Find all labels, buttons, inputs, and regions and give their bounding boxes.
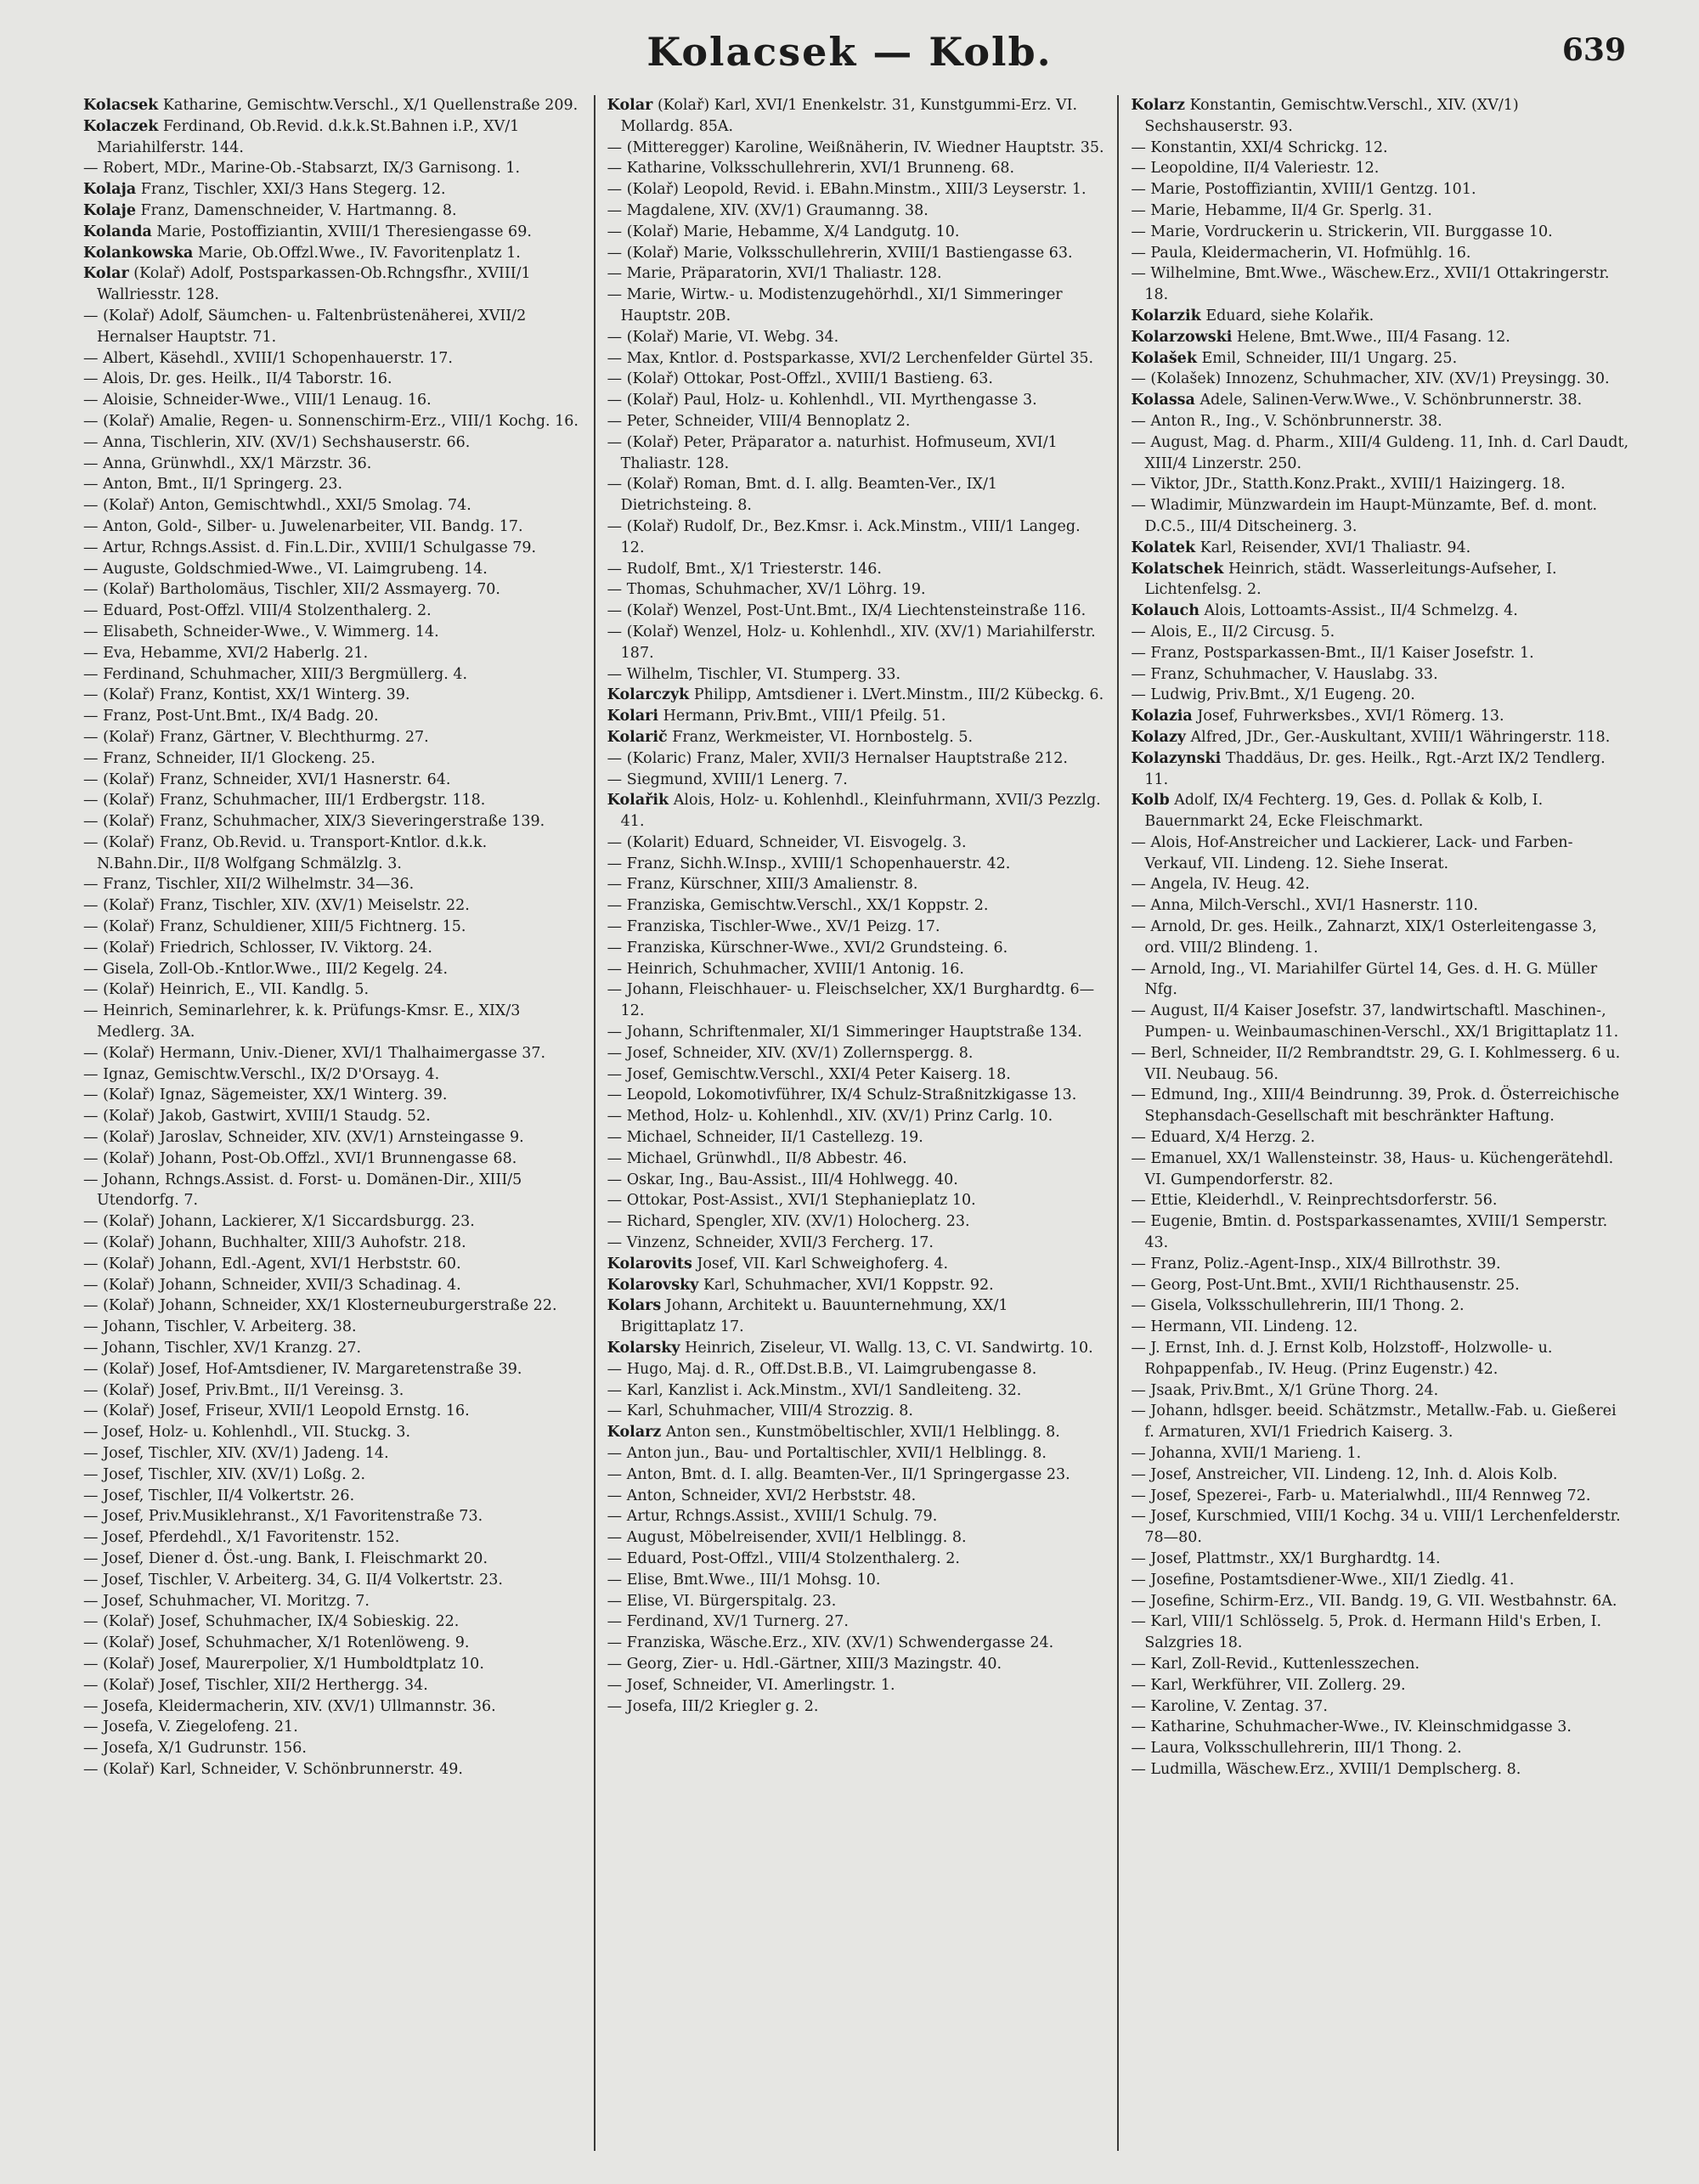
directory-entry: — Karl, Schuhmacher, VIII/4 Strozzig. 8. [607,1402,913,1420]
directory-entry: — Marie, Präparatorin, XVI/1 Thaliastr. 128. [607,265,942,283]
directory-entry: — (Kolař) Amalie, Regen- u. Sonnenschirm-Erz., VIII/1 Kochg. 16. [83,412,579,430]
directory-entry: — Michael, Schneider, II/1 Castellezg. 19. [607,1129,923,1147]
directory-entry: — Johann, Rchngs.Assist. d. Forst- u. Domänen-Dir., XIII/5 Utendorfg. 7. [83,1171,522,1210]
directory-entry: — Laura, Volksschullehrerin, III/1 Thong. 2. [1131,1740,1462,1758]
directory-entry: — Franziska, Gemischtw.Verschl., XX/1 Koppstr. 2. [607,897,989,915]
directory-entry: — Artur, Rchngs.Assist., XVIII/1 Schulg. 79. [607,1508,938,1526]
directory-entry: — Josef, Schneider, VI. Amerlingstr. 1. [607,1676,895,1694]
directory-entry: — (Kolaric) Franz, Maler, XVII/3 Hernalser Hauptstraße 212. [607,749,1068,767]
directory-entry: — Berl, Schneider, II/2 Rembrandtstr. 29, G. I. Kohlmesserg. 6 u. VII. Neubaug. 56. [1131,1044,1621,1083]
directory-entry: — (Kolař) Johann, Post-Ob.Offzl., XVI/1 Brunnengasse 68. [83,1149,517,1167]
directory-entry: — Franziska, Tischler-Wwe., XV/1 Peizg. 17. [607,918,940,936]
directory-entry: — Franz, Kürschner, XIII/3 Amalienstr. 8. [607,876,918,894]
directory-entry: — Josef, Schneider, XIV. (XV/1) Zollernspergg. 8. [607,1044,974,1062]
directory-entry: — (Kolař) Leopold, Revid. i. EBahn.Minstm., XIII/3 Leyserstr. 1. [607,181,1087,199]
directory-entry: — (Kolař) Johann, Buchhalter, XIII/3 Auhofstr. 218. [83,1234,466,1252]
directory-entry: — August, Möbelreisender, XVII/1 Helblingg. 8. [607,1529,967,1547]
directory-entry: — (Kolař) Paul, Holz- u. Kohlenhdl., VII. Myrthengasse 3. [607,392,1037,409]
directory-entry: — (Kolař) Bartholomäus, Tischler, XII/2 Assmayerg. 70. [83,581,500,599]
directory-entry: Kolari Hermann, Priv.Bmt., VIII/1 Pfeilg. 51. [607,708,946,725]
directory-entry: — Johann, hdlsger. beeid. Schätzmstr., Metallw.-Fab. u. Gießerei f. Armaturen, XVI/1 Friedrich Kaiserg. 3. [1131,1402,1617,1442]
directory-entry: — (Kolař) Johann, Lackierer, X/1 Siccardsburgg. 23. [83,1213,475,1231]
directory-entry: — Artur, Rchngs.Assist. d. Fin.L.Dir., XVIII/1 Schulgasse 79. [83,539,537,556]
directory-entry: — Karl, Kanzlist i. Ack.Minstm., XVI/1 Sandleiteng. 32. [607,1381,1022,1399]
directory-entry: Kolarič Franz, Werkmeister, VI. Hornbostelg. 5. [607,728,974,746]
directory-entry: — (Kolašek) Innozenz, Schuhmacher, XIV. (XV/1) Preysingg. 30. [1131,370,1610,388]
directory-entry: — (Kolař) Josef, Tischler, XII/2 Herthergg. 34. [83,1676,428,1694]
directory-entry: — Peter, Schneider, VIII/4 Bennoplatz 2. [607,412,911,430]
directory-entry: — Franziska, Wäsche.Erz., XIV. (XV/1) Schwendergasse 24. [607,1634,1054,1652]
directory-entry: — Alois, Hof-Anstreicher und Lackierer, Lack- und Farben-Verkauf, VII. Lindeng. 12. Siehe Inserat. [1131,833,1573,872]
page-number: 639 [1561,32,1626,68]
directory-entry: — (Kolař) Wenzel, Post-Unt.Bmt., IX/4 Liechtensteinstraße 116. [607,602,1087,620]
directory-entry: — Ludwig, Priv.Bmt., X/1 Eugeng. 20. [1131,686,1415,704]
directory-entry: — (Kolař) Heinrich, E., VII. Kandlg. 5. [83,981,370,999]
directory-entry: — Anton jun., Bau- und Portaltischler, XVII/1 Helblingg. 8. [607,1445,1047,1462]
directory-entry: — Konstantin, XXI/4 Schrickg. 12. [1131,138,1388,156]
directory-entry: — (Kolař) Franz, Gärtner, V. Blechthurmg. 27. [83,728,429,746]
directory-entry: — Anna, Tischlerin, XIV. (XV/1) Sechshauserstr. 66. [83,433,471,451]
directory-entry: — Josefa, V. Ziegelofeng. 21. [83,1718,298,1736]
directory-entry: — Johann, Schriftenmaler, XI/1 Simmeringer Hauptstraße 134. [607,1024,1082,1041]
directory-entry: — Method, Holz- u. Kohlenhdl., XIV. (XV/1) Prinz Carlg. 10. [607,1108,1053,1126]
directory-entry: — Josef, Tischler, XIV. (XV/1) Loßg. 2. [83,1465,366,1483]
directory-entry: — (Kolař) Jaroslav, Schneider, XIV. (XV/1) Arnsteingasse 9. [83,1129,524,1147]
directory-entry: — (Kolař) Josef, Schuhmacher, X/1 Rotenlöweng. 9. [83,1634,470,1652]
directory-entry: — Magdalene, XIV. (XV/1) Graumanng. 38. [607,201,929,219]
directory-entry: — (Kolař) Adolf, Säumchen- u. Faltenbrüstenäherei, XVII/2 Hernalser Hauptstr. 71. [83,307,527,346]
directory-entry: — Johann, Tischler, V. Arbeiterg. 38. [83,1318,357,1336]
directory-entry: — Jsaak, Priv.Bmt., X/1 Grüne Thorg. 24. [1131,1381,1439,1399]
directory-entry: — Karl, Werkführer, VII. Zollerg. 29. [1131,1676,1406,1694]
directory-entry: — Josefa, III/2 Kriegler g. 2. [607,1697,819,1715]
directory-column-2 [594,95,1118,2151]
directory-entry: — Leopoldine, II/4 Valeriestr. 12. [1131,160,1380,178]
directory-entry: — (Kolař) Franz, Schuhmacher, XIX/3 Sieveringerstraße 139. [83,813,545,831]
directory-entry: Kolazia Josef, Fuhrwerksbes., XVI/1 Römerg. 13. [1131,708,1504,725]
directory-entry: — Georg, Zier- u. Hdl.-Gärtner, XIII/3 Mazingstr. 40. [607,1655,1002,1673]
directory-entry: — (Kolař) Anton, Gemischtwhdl., XXI/5 Smolag. 74. [83,497,471,515]
directory-entry: — Anton, Schneider, XVI/2 Herbststr. 48. [607,1487,917,1504]
directory-entry: — Josef, Gemischtw.Verschl., XXI/4 Peter Kaiserg. 18. [607,1065,1011,1083]
directory-entry: — (Kolař) Hermann, Univ.-Diener, XVI/1 Thalhaimergasse 37. [83,1044,546,1062]
directory-entry: — Johanna, XVII/1 Marieng. 1. [1131,1445,1362,1462]
directory-entry: — Josef, Pferdehdl., X/1 Favoritenstr. 152. [83,1529,400,1547]
directory-entry: — Josef, Diener d. Öst.-ung. Bank, I. Fleischmarkt 20. [83,1549,488,1567]
directory-entry: — Angela, IV. Heug. 42. [1131,876,1310,894]
directory-entry: — (Kolař) Rudolf, Dr., Bez.Kmsr. i. Ack.Minstm., VIII/1 Langeg. 12. [607,517,1081,556]
directory-entry: Kolařik Alois, Holz- u. Kohlenhdl., Kleinfuhrmann, XVII/3 Pezzlg. 41. [607,792,1101,831]
directory-entry: — (Kolař) Josef, Friseur, XVII/1 Leopold Ernstg. 16. [83,1402,470,1420]
directory-entry: — (Kolař) Wenzel, Holz- u. Kohlenhdl., XIV. (XV/1) Mariahilferstr. 187. [607,623,1096,662]
directory-entry: — Rudolf, Bmt., X/1 Triesterstr. 146. [607,560,882,578]
directory-entry: — Franziska, Kürschner-Wwe., XVI/2 Grundsteing. 6. [607,939,1008,957]
directory-entry: Kolb Adolf, IX/4 Fechterg. 19, Ges. d. Pollak & Kolb, I. Bauernmarkt 24, Ecke Fleischmarkt. [1131,792,1544,831]
directory-entry: Kolar (Kolař) Karl, XVI/1 Enenkelstr. 31, Kunstgummi-Erz. VI. Mollardg. 85A. [607,97,1078,135]
directory-entry: — Anna, Grünwhdl., XX/1 Märzstr. 36. [83,454,372,472]
directory-entry: — Eduard, Post-Offzl. VIII/4 Stolzenthalerg. 2. [83,602,432,620]
directory-entry: — Josef, Spezerei-, Farb- u. Materialwhdl., III/4 Rennweg 72. [1131,1487,1591,1504]
directory-entry: Kolarzik Eduard, siehe Kolařik. [1131,307,1374,324]
directory-entry: Kolar (Kolař) Adolf, Postsparkassen-Ob.Rchngsfhr., XVIII/1 Wallriesstr. 128. [83,265,531,304]
directory-entry: — (Kolař) Josef, Priv.Bmt., II/1 Vereinsg. 3. [83,1381,404,1399]
directory-entry: Kolaje Franz, Damenschneider, V. Hartmanng. 8. [83,201,457,219]
directory-entry: — (Kolař) Marie, VI. Webg. 34. [607,328,839,346]
directory-entry: — Anton R., Ing., V. Schönbrunnerstr. 38. [1131,412,1442,430]
directory-entry: — Johann, Fleischhauer- u. Fleischselcher, XX/1 Burghardtg. 6—12. [607,981,1095,1020]
directory-entry: Kolarczyk Philipp, Amtsdiener i. LVert.Minstm., III/2 Kübeckg. 6. [607,686,1104,704]
directory-entry: Kolars Johann, Architekt u. Bauunternehmung, XX/1 Brigittaplatz 17. [607,1297,1008,1336]
directory-entry: — Wladimir, Münzwardein im Haupt-Münzamte, Bef. d. mont. D.C.5., III/4 Ditscheinerg. 3. [1131,497,1598,535]
directory-entry: — Josefa, Kleidermacherin, XIV. (XV/1) Ullmannstr. 36. [83,1697,496,1715]
directory-entry: — Richard, Spengler, XIV. (XV/1) Holocherg. 23. [607,1213,970,1231]
directory-entry: — (Kolař) Jakob, Gastwirt, XVIII/1 Staudg. 52. [83,1108,431,1126]
directory-entry: — Franz, Poliz.-Agent-Insp., XIX/4 Billrothstr. 39. [1131,1255,1501,1273]
directory-entry: — Marie, Postoffiziantin, XVIII/1 Gentzg. 101. [1131,181,1476,199]
directory-entry: — Viktor, JDr., Statth.Konz.Prakt., XVIII/1 Haizingerg. 18. [1131,476,1566,494]
directory-entry: — Anton, Bmt. d. I. allg. Beamten-Ver., II/1 Springergasse 23. [607,1465,1070,1483]
directory-entry: — (Kolař) Ignaz, Sägemeister, XX/1 Winterg. 39. [83,1086,448,1104]
directory-entry: — Ettie, Kleiderhdl., V. Reinprechtsdorferstr. 56. [1131,1192,1498,1210]
directory-entry: — (Kolař) Marie, Volksschullehrerin, XVIII/1 Bastiengasse 63. [607,244,1073,262]
directory-entry: — Johann, Tischler, XV/1 Kranzg. 27. [83,1340,362,1357]
directory-entry: — Karl, Zoll-Revid., Kuttenlesszechen. [1131,1655,1420,1673]
directory-entry: — Franz, Postsparkassen-Bmt., II/1 Kaiser Josefstr. 1. [1131,644,1534,662]
directory-entry: — (Kolař) Franz, Kontist, XX/1 Winterg. 39. [83,686,410,704]
directory-entry: — Leopold, Lokomotivführer, IX/4 Schulz-Straßnitzkigasse 13. [607,1086,1077,1104]
directory-entry: — (Kolař) Peter, Präparator a. naturhist. Hofmuseum, XVI/1 Thaliastr. 128. [607,433,1058,472]
directory-entry: — Georg, Post-Unt.Bmt., XVII/1 Richthausenstr. 25. [1131,1276,1520,1294]
directory-entry: — (Kolař) Roman, Bmt. d. I. allg. Beamten-Ver., IX/1 Dietrichsteing. 8. [607,476,998,515]
directory-entry: — (Kolař) Karl, Schneider, V. Schönbrunnerstr. 49. [83,1760,463,1778]
directory-entry: — Eugenie, Bmtin. d. Postsparkassenamtes, XVIII/1 Semperstr. 43. [1131,1213,1608,1252]
directory-entry: — Karoline, V. Zentag. 37. [1131,1697,1328,1715]
directory-entry: — (Mitteregger) Karoline, Weißnäherin, IV. Wiedner Hauptstr. 35. [607,138,1104,156]
directory-entry: — Eduard, Post-Offzl., VIII/4 Stolzenthalerg. 2. [607,1549,960,1567]
directory-entry: — Heinrich, Seminarlehrer, k. k. Prüfungs-Kmsr. E., XIX/3 Medlerg. 3A. [83,1002,521,1041]
directory-entry: — Eva, Hebamme, XVI/2 Haberlg. 21. [83,644,369,662]
directory-entry: — Franz, Schneider, II/1 Glockeng. 25. [83,749,375,767]
directory-entry: Kolazynski Thaddäus, Dr. ges. Heilk., Rgt.-Arzt IX/2 Tendlerg. 11. [1131,749,1606,788]
directory-entry: — Karl, VIII/1 Schlösselg. 5, Prok. d. Hermann Hild's Erben, I. Salzgries 18. [1131,1613,1602,1652]
directory-entry: — (Kolař) Johann, Schneider, XVII/3 Schadinag. 4. [83,1276,461,1294]
directory-entry: Kolarz Konstantin, Gemischtw.Verschl., XIV. (XV/1) Sechshauserstr. 93. [1131,97,1519,135]
directory-entry: — Elise, Bmt.Wwe., III/1 Mohsg. 10. [607,1571,881,1589]
directory-entry: — Thomas, Schuhmacher, XV/1 Löhrg. 19. [607,581,926,599]
directory-entry: — Gisela, Zoll-Ob.-Kntlor.Wwe., III/2 Kegelg. 24. [83,960,449,978]
directory-entry: Kolatek Karl, Reisender, XVI/1 Thaliastr. 94. [1131,539,1471,556]
directory-entry: — Josef, Tischler, II/4 Volkertstr. 26. [83,1487,355,1504]
directory-entry: — Eduard, X/4 Herzg. 2. [1131,1129,1316,1147]
directory-entry: — Aloisie, Schneider-Wwe., VIII/1 Lenaug. 16. [83,392,432,409]
directory-entry: — Arnold, Dr. ges. Heilk., Zahnarzt, XIX/1 Osterleitengasse 3, ord. VIII/2 Blindeng. 1. [1131,918,1597,957]
directory-entry: — Hugo, Maj. d. R., Off.Dst.B.B., VI. Laimgrubengasse 8. [607,1360,1037,1378]
directory-entry: — Josef, Kurschmied, VIII/1 Kochg. 34 u. VIII/1 Lerchenfelderstr. 78—80. [1131,1508,1621,1547]
directory-entry: Kolauch Alois, Lottoamts-Assist., II/4 Schmelzg. 4. [1131,602,1518,620]
directory-entry: Kolaja Franz, Tischler, XXI/3 Hans Stegerg. 12. [83,181,446,199]
directory-entry: — Wilhelm, Tischler, VI. Stumperg. 33. [607,665,901,683]
directory-entry: — Franz, Schuhmacher, V. Hauslabg. 33. [1131,665,1438,683]
directory-entry: — Gisela, Volksschullehrerin, III/1 Thong. 2. [1131,1297,1465,1315]
directory-entry: — (Kolař) Johann, Edl.-Agent, XVI/1 Herbststr. 60. [83,1255,461,1273]
directory-entry: — Alois, Dr. ges. Heilk., II/4 Taborstr. 16. [83,370,392,388]
directory-entry: — Vinzenz, Schneider, XVII/3 Fercherg. 17. [607,1234,934,1252]
directory-entry: Kolacsek Katharine, Gemischtw.Verschl., X/1 Quellenstraße 209. [83,97,579,114]
directory-entry: — Anton, Gold-, Silber- u. Juwelenarbeiter, VII. Bandg. 17. [83,517,523,535]
directory-entry: — J. Ernst, Inh. d. J. Ernst Kolb, Holzstoff-, Holzwolle- u. Rohpappenfab., IV. Heug. (Prinz Eugenstr.) 42. [1131,1340,1553,1378]
directory-entry: — Arnold, Ing., VI. Mariahilfer Gürtel 14, Ges. d. H. G. Müller Nfg. [1131,960,1598,999]
directory-entry: Kolarzowski Helene, Bmt.Wwe., III/4 Fasang. 12. [1131,328,1510,346]
directory-entry: — Anna, Milch-Verschl., XVI/1 Hasnerstr. 110. [1131,897,1478,915]
directory-entry: — Marie, Vordruckerin u. Strickerin, VII. Burggasse 10. [1131,223,1553,240]
directory-entry: Kolassa Adele, Salinen-Verw.Wwe., V. Schönbrunnerstr. 38. [1131,392,1583,409]
directory-entry: — Elisabeth, Schneider-Wwe., V. Wimmerg. 14. [83,623,439,641]
directory-entry: — Josefa, X/1 Gudrunstr. 156. [83,1740,307,1758]
directory-entry: Kolašek Emil, Schneider, III/1 Ungarg. 25. [1131,349,1458,367]
directory-entry: — Heinrich, Schuhmacher, XVIII/1 Antonig. 16. [607,960,964,978]
directory-columns [71,95,1641,2151]
directory-entry: — (Kolař) Franz, Schneider, XVI/1 Hasnerstr. 64. [83,770,451,788]
directory-entry: — (Kolař) Josef, Maurerpolier, X/1 Humboldtplatz 10. [83,1655,484,1673]
directory-entry: Kolanda Marie, Postoffiziantin, XVIII/1 Theresiengasse 69. [83,223,532,240]
directory-entry: — (Kolarit) Eduard, Schneider, VI. Eisvogelg. 3. [607,833,967,851]
directory-entry: — (Kolař) Josef, Hof-Amtsdiener, IV. Margaretenstraße 39. [83,1360,522,1378]
directory-entry: — Albert, Käsehdl., XVIII/1 Schopenhauerstr. 17. [83,349,453,367]
directory-entry: — Josef, Holz- u. Kohlenhdl., VII. Stuckg. 3. [83,1424,411,1442]
directory-entry: — Ludmilla, Wäschew.Erz., XVIII/1 Demplscherg. 8. [1131,1760,1521,1778]
directory-entry: — Siegmund, XVIII/1 Lenerg. 7. [607,770,848,788]
directory-entry: — August, Mag. d. Pharm., XIII/4 Guldeng. 11, Inh. d. Carl Daudt, XIII/4 Linzerstr. 250. [1131,433,1629,472]
directory-entry: — Katharine, Schuhmacher-Wwe., IV. Kleinschmidgasse 3. [1131,1718,1572,1736]
directory-entry: — Emanuel, XX/1 Wallensteinstr. 38, Haus- u. Küchengerätehdl. VI. Gumpendorferstr. 82. [1131,1149,1614,1188]
page-header [0,25,1699,85]
directory-entry: — Josef, Priv.Musiklehranst., X/1 Favoritenstraße 73. [83,1508,483,1526]
directory-entry: Kolarz Anton sen., Kunstmöbeltischler, XVII/1 Helblingg. 8. [607,1424,1060,1442]
directory-entry: — Paula, Kleidermacherin, VI. Hofmühlg. 16. [1131,244,1471,262]
directory-entry: Kolankowska Marie, Ob.Offzl.Wwe., IV. Favoritenplatz 1. [83,244,521,262]
directory-entry: — Josefine, Schirm-Erz., VII. Bandg. 19, G. VII. Westbahnstr. 6A. [1131,1592,1617,1610]
directory-entry: Kolazy Alfred, JDr., Ger.-Auskultant, XVIII/1 Währingerstr. 118. [1131,728,1611,746]
directory-entry: — Katharine, Volksschullehrerin, XVI/1 Brunneng. 68. [607,160,1015,178]
directory-entry: — Josef, Schuhmacher, VI. Moritzg. 7. [83,1592,370,1610]
directory-entry: — Josef, Tischler, V. Arbeiterg. 34, G. II/4 Volkertstr. 23. [83,1571,503,1589]
directory-entry: — Robert, MDr., Marine-Ob.-Stabsarzt, IX/3 Garnisong. 1. [83,160,521,178]
directory-entry: — Oskar, Ing., Bau-Assist., III/4 Hohlwegg. 40. [607,1171,958,1188]
directory-entry: — (Kolař) Franz, Schuhmacher, III/1 Erdbergstr. 118. [83,792,486,810]
directory-entry: Kolarovsky Karl, Schuhmacher, XVI/1 Koppstr. 92. [607,1276,994,1294]
directory-entry: — Edmund, Ing., XIII/4 Beindrunng. 39, Prok. d. Österreichische Stephansdach-Gesellschaft mit beschränkter Haftung. [1131,1086,1620,1126]
directory-entry: — Marie, Hebamme, II/4 Gr. Sperlg. 31. [1131,201,1432,219]
directory-entry: — Franz, Tischler, XII/2 Wilhelmstr. 34—36. [83,876,415,894]
directory-entry: — (Kolař) Friedrich, Schlosser, IV. Viktorg. 24. [83,939,432,957]
directory-entry: — Hermann, VII. Lindeng. 12. [1131,1318,1358,1336]
directory-entry: — Marie, Wirtw.- u. Modistenzugehörhdl., XI/1 Simmeringer Hauptstr. 20B. [607,286,1063,324]
directory-column-3 [1117,95,1641,2151]
directory-entry: — Josef, Tischler, XIV. (XV/1) Jadeng. 14. [83,1445,389,1462]
page-title: Kolacsek — Kolb. [646,29,1053,75]
directory-entry: — Ferdinand, XV/1 Turnerg. 27. [607,1613,849,1631]
directory-entry: — Ottokar, Post-Assist., XVI/1 Stephanieplatz 10. [607,1192,976,1210]
directory-entry: Kolaczek Ferdinand, Ob.Revid. d.k.k.St.Bahnen i.P., XV/1 Mariahilferstr. 144. [83,117,520,156]
directory-entry: Kolatschek Heinrich, städt. Wasserleitungs-Aufseher, I. Lichtenfelsg. 2. [1131,560,1557,599]
directory-entry: — (Kolař) Josef, Schuhmacher, IX/4 Sobieskig. 22. [83,1613,460,1631]
directory-entry: — (Kolař) Franz, Schuldiener, XIII/5 Fichtnerg. 15. [83,918,466,936]
directory-entry: — Elise, VI. Bürgerspitalg. 23. [607,1592,837,1610]
directory-entry: — Ignaz, Gemischtw.Verschl., IX/2 D'Orsayg. 4. [83,1065,440,1083]
directory-entry: — Auguste, Goldschmied-Wwe., VI. Laimgrubeng. 14. [83,560,488,578]
directory-entry: — (Kolař) Johann, Schneider, XX/1 Klosterneuburgerstraße 22. [83,1297,557,1315]
directory-entry: — Ferdinand, Schuhmacher, XIII/3 Bergmüllerg. 4. [83,665,468,683]
directory-entry: — Anton, Bmt., II/1 Springerg. 23. [83,476,343,494]
directory-entry: — Alois, E., II/2 Circusg. 5. [1131,623,1335,641]
directory-entry: — Max, Kntlor. d. Postsparkasse, XVI/2 Lerchenfelder Gürtel 35. [607,349,1094,367]
directory-entry: — Josef, Anstreicher, VII. Lindeng. 12, Inh. d. Alois Kolb. [1131,1465,1558,1483]
directory-entry: — (Kolař) Franz, Tischler, XIV. (XV/1) Meiselstr. 22. [83,897,470,915]
directory-entry: — (Kolař) Marie, Hebamme, X/4 Landgutg. 10. [607,223,960,240]
directory-entry: Kolarsky Heinrich, Ziseleur, VI. Wallg. 13, C. VI. Sandwirtg. 10. [607,1340,1093,1357]
directory-entry: — (Kolař) Ottokar, Post-Offzl., XVIII/1 Bastieng. 63. [607,370,993,388]
directory-entry: — Josef, Plattmstr., XX/1 Burghardtg. 14. [1131,1549,1441,1567]
directory-entry: — Wilhelmine, Bmt.Wwe., Wäschew.Erz., XVII/1 Ottakringerstr. 18. [1131,265,1610,304]
directory-entry: — Josefine, Postamtsdiener-Wwe., XII/1 Ziedlg. 41. [1131,1571,1515,1589]
directory-entry: — (Kolař) Franz, Ob.Revid. u. Transport-Kntlor. d.k.k. N.Bahn.Dir., II/8 Wolfgang Schmälzlg. 3. [83,833,488,872]
directory-column-1 [71,95,594,2151]
directory-entry: Kolarovits Josef, VII. Karl Schweighoferg. 4. [607,1255,949,1273]
directory-entry: — Franz, Post-Unt.Bmt., IX/4 Badg. 20. [83,708,379,725]
directory-entry: — Michael, Grünwhdl., II/8 Abbestr. 46. [607,1149,907,1167]
directory-entry: — Franz, Sichh.W.Insp., XVIII/1 Schopenhauerstr. 42. [607,855,1011,872]
directory-entry: — August, II/4 Kaiser Josefstr. 37, landwirtschaftl. Maschinen-, Pumpen- u. Weinbaumaschinen-Verschl., XX/1 Brigittaplatz 11. [1131,1002,1619,1041]
